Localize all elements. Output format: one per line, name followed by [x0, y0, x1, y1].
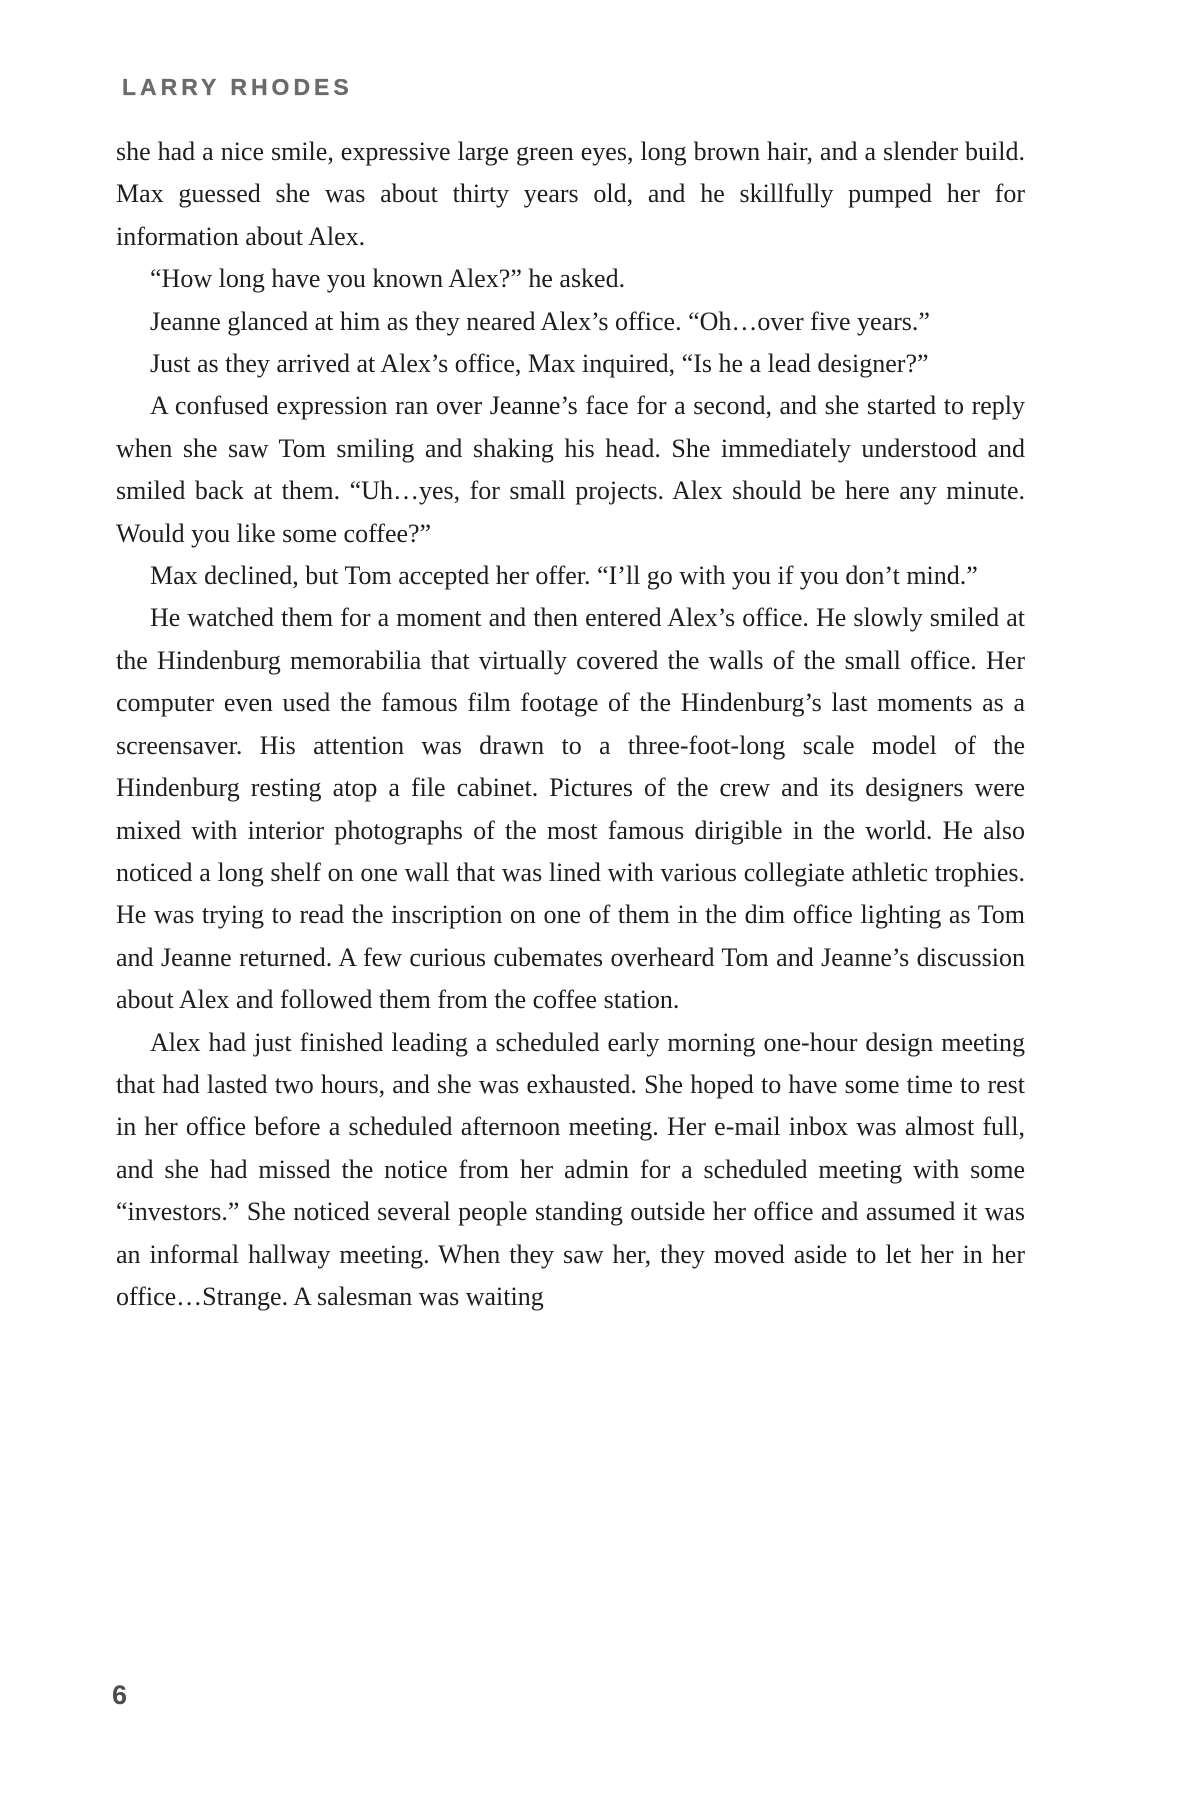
body-text — [116, 131, 1025, 1318]
paragraph: “How long have you known Alex?” he asked. — [150, 264, 626, 294]
page-number: 6 — [112, 1680, 128, 1710]
paragraph: A confused expression ran over Jeanne’s face for a second, and she started to reply when she saw Tom smiling and shaking his head. She immediately understood and smiled back at them. “Uh…yes, for small projects. Alex should be here any minute. Would you like some coffee?” — [116, 391, 1025, 548]
paragraph: Max declined, but Tom accepted her offer. “I’ll go with you if you don’t mind.” — [150, 561, 978, 591]
running-header-author: LARRY RHODES — [122, 74, 353, 100]
paragraph: He watched them for a moment and then entered Alex’s office. He slowly smiled at the Hindenburg memorabilia that virtually covered the walls of the small office. Her computer even used the famous film footage of the Hindenburg’s last moments as a screensaver. His attention was drawn to a three-foot-long scale model of the Hindenburg resting atop a file cabinet. Pictures of the crew and its designers were mixed with interior photographs of the most famous dirigible in the world. He also noticed a long shelf on one wall that was lined with various collegiate athletic trophies. He was trying to read the inscription on one of them in the dim office lighting as Tom and Jeanne returned. A few curious cubemates overheard Tom and Jeanne’s discussion about Alex and followed them from the coffee station. — [116, 603, 1025, 1015]
paragraph: Just as they arrived at Alex’s office, Max inquired, “Is he a lead designer?” — [150, 349, 929, 379]
paragraph: Jeanne glanced at him as they neared Alex’s office. “Oh…over five years.” — [150, 306, 930, 336]
paragraph: Alex had just finished leading a scheduled early morning one-hour design meeting that had lasted two hours, and she was exhausted. She hoped to have some time to rest in her office before a scheduled afternoon meeting. Her e-mail inbox was almost full, and she had missed the notice from her admin for a scheduled meeting with some “investors.” She noticed several people standing outside her office and assumed it was an informal hallway meeting. When they saw her, they moved aside to let her in her office…Strange. A salesman was waiting — [116, 1027, 1025, 1311]
paragraph: she had a nice smile, expressive large green eyes, long brown hair, and a slender build. Max guessed she was about thirty years old, and he skillfully pumped her for information about Alex. — [116, 137, 1025, 251]
